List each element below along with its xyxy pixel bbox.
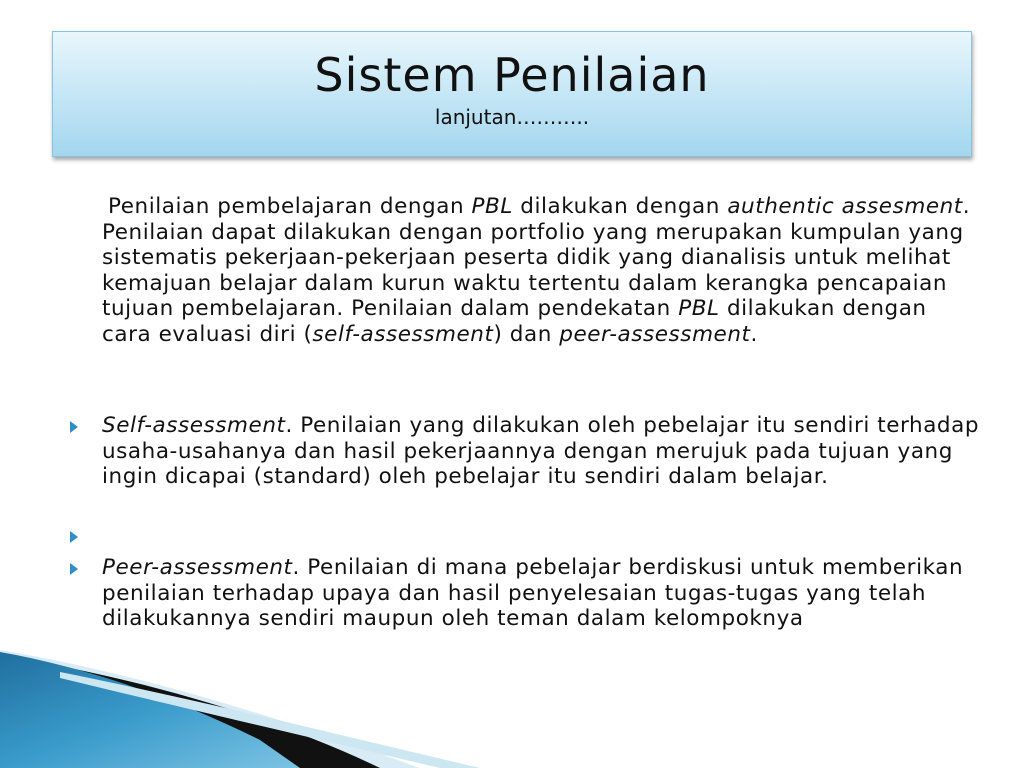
intro-italic-self: self-assessment xyxy=(312,321,494,347)
intro-italic-peer: peer-assessment xyxy=(559,321,751,347)
bullet-peer-assessment xyxy=(102,555,982,632)
intro-text-4: dilakukan dengan cara evaluasi diri ( xyxy=(102,296,927,347)
intro-text-5: ) dan xyxy=(493,321,560,347)
bullet-term: Self-assessment xyxy=(102,413,286,438)
intro-text-6: . xyxy=(750,321,758,347)
bullet-term: Peer-assessment xyxy=(102,555,293,580)
intro-text-2: dilakukan dengan xyxy=(512,194,728,219)
intro-italic-pbl-2: PBL xyxy=(678,296,720,321)
bullet-text: . Penilaian di mana pebelajar berdiskusi untuk memberikan penilaian terhadap upaya dan hasil penyelesaian tugas-tugas yang telah dilakukannya sendiri maupun oleh teman dalam kelompoknya xyxy=(102,555,964,631)
bullet-text: . Penilaian yang dilakukan oleh pebelajar itu sendiri terhadap usaha-usahanya dan hasil pekerjaannya dengan merujuk pada tujuan yang ingin dicapai (standard) oleh pebelajar itu sendiri dalam belajar. xyxy=(102,413,980,489)
bullet-self-assessment xyxy=(102,413,982,490)
intro-text-3: . Penilaian dapat dilakukan dengan portfolio yang merupakan kumpulan yang sistematis pekerjaan-pekerjaan peserta didik yang dianalisis untuk melihat kemajuan belajar dalam kurun waktu tertentu dalam kerangka pencapaian tujuan pembelajaran. Penilaian dalam pendekatan xyxy=(102,194,971,321)
intro-italic-pbl: PBL xyxy=(471,194,513,219)
slide-subtitle: lanjutan……….. xyxy=(434,105,590,129)
slide-title: Sistem Penilaian xyxy=(314,48,710,102)
bullet-arrow-icon xyxy=(68,420,80,434)
intro-italic-authentic: authentic assesment xyxy=(727,194,963,219)
bullet-arrow-icon xyxy=(68,530,80,544)
intro-text-1: Penilaian pembelajaran dengan xyxy=(108,194,472,219)
bullet-arrow-icon xyxy=(68,562,80,576)
intro-paragraph xyxy=(102,194,982,347)
title-box xyxy=(52,31,972,157)
